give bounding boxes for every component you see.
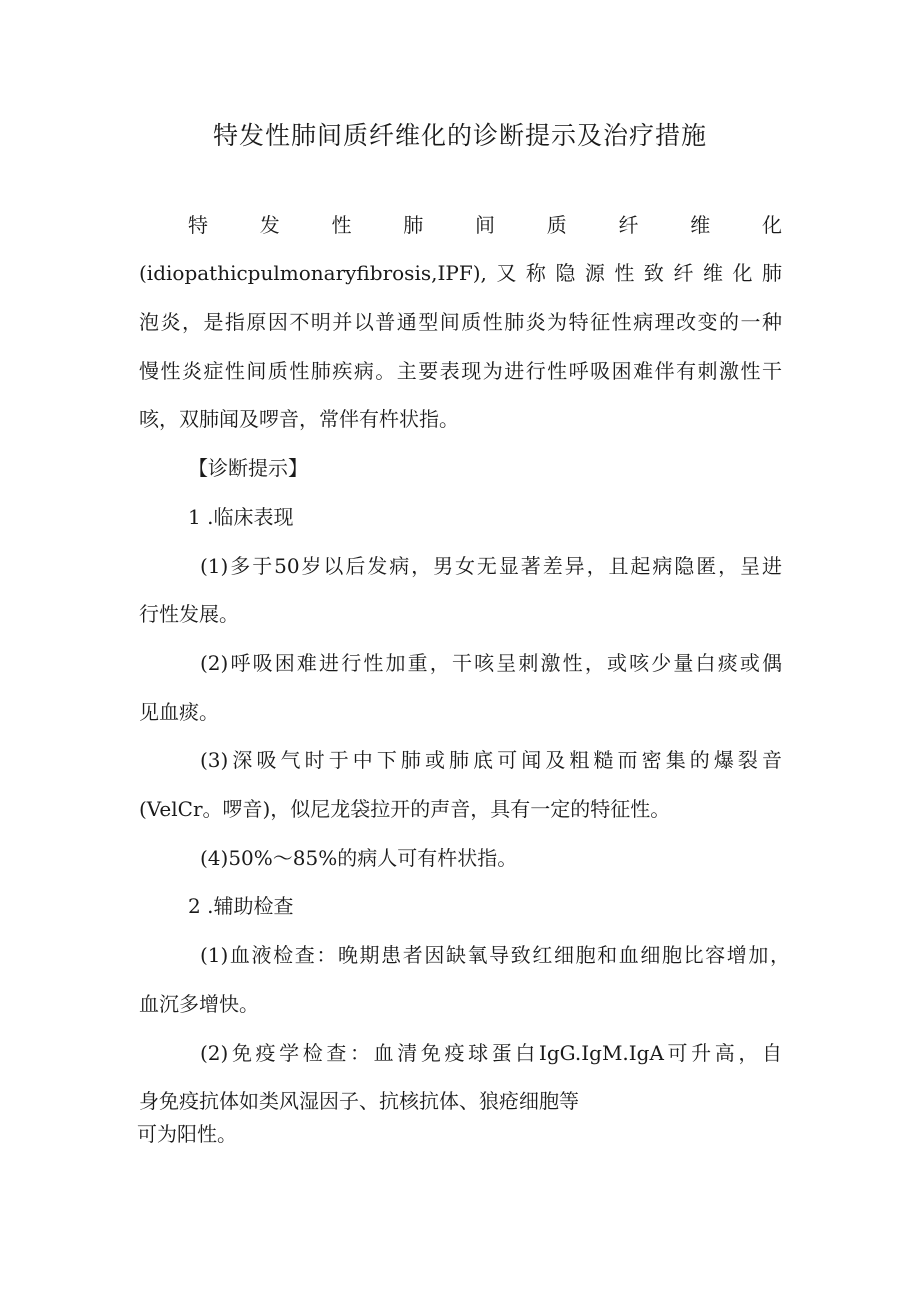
intro-line: 泡炎，是指原因不明并以普通型间质性肺炎为特征性病理改变的一种 <box>139 310 782 334</box>
intro-char: 肺 <box>403 213 424 237</box>
intro-char: 性 <box>331 213 352 237</box>
list-item-line: (4)50%～85%的病人可有杵状指。 <box>200 846 518 870</box>
list-item-line: (VelCr。啰音)，似尼龙袋拉开的声音，具有一定的特征性。 <box>139 797 671 821</box>
list-item-line: (1)血液检查：晚期患者因缺氧导致红细胞和血细胞比容增加， <box>200 943 790 967</box>
intro-line: (idiopathicpulmonaryfibrosis,IPF),又称隐源性致纤维化肺 <box>139 261 782 285</box>
intro-char: 特 <box>188 213 208 237</box>
intro-char: 发 <box>259 213 280 237</box>
intro-line: 咳，双肺闻及啰音，常伴有杵状指。 <box>139 407 459 431</box>
document-title: 特发性肺间质纤维化的诊断提示及治疗措施 <box>212 121 707 150</box>
intro-char: 维 <box>690 213 711 237</box>
list-item-line: (2)呼吸困难进行性加重，干咳呈刺激性，或咳少量白痰或偶 <box>200 651 782 675</box>
subsection-heading: 1 .临床表现 <box>188 505 294 529</box>
list-item-line: 血沉多增快。 <box>139 992 259 1016</box>
intro-char: 质 <box>546 213 567 237</box>
list-item-line: 行性发展。 <box>139 602 239 626</box>
intro-char: 间 <box>475 213 495 237</box>
list-item-line: (2)免疫学检查：血清免疫球蛋白IgG.IgM.IgA可升高，自 <box>200 1041 782 1065</box>
intro-char: 纤 <box>618 213 639 237</box>
list-item-line: (1)多于50岁以后发病，男女无显著差异，且起病隐匿，呈进 <box>200 554 782 578</box>
section-heading: 【诊断提示】 <box>188 456 308 480</box>
list-item-line: 见血痰。 <box>139 700 219 724</box>
intro-char: 化 <box>762 213 782 237</box>
list-item-line: 可为阳性。 <box>137 1122 237 1146</box>
subsection-heading: 2 .辅助检查 <box>188 894 294 918</box>
list-item-line: (3)深吸气时于中下肺或肺底可闻及粗糙而密集的爆裂音 <box>200 748 782 772</box>
intro-spread-line <box>188 211 782 239</box>
intro-line: 慢性炎症性间质性肺疾病。主要表现为进行性呼吸困难伴有刺激性干 <box>139 359 782 383</box>
list-item-line: 身免疫抗体如类风湿因子、抗核抗体、狼疮细胞等 <box>139 1089 579 1113</box>
